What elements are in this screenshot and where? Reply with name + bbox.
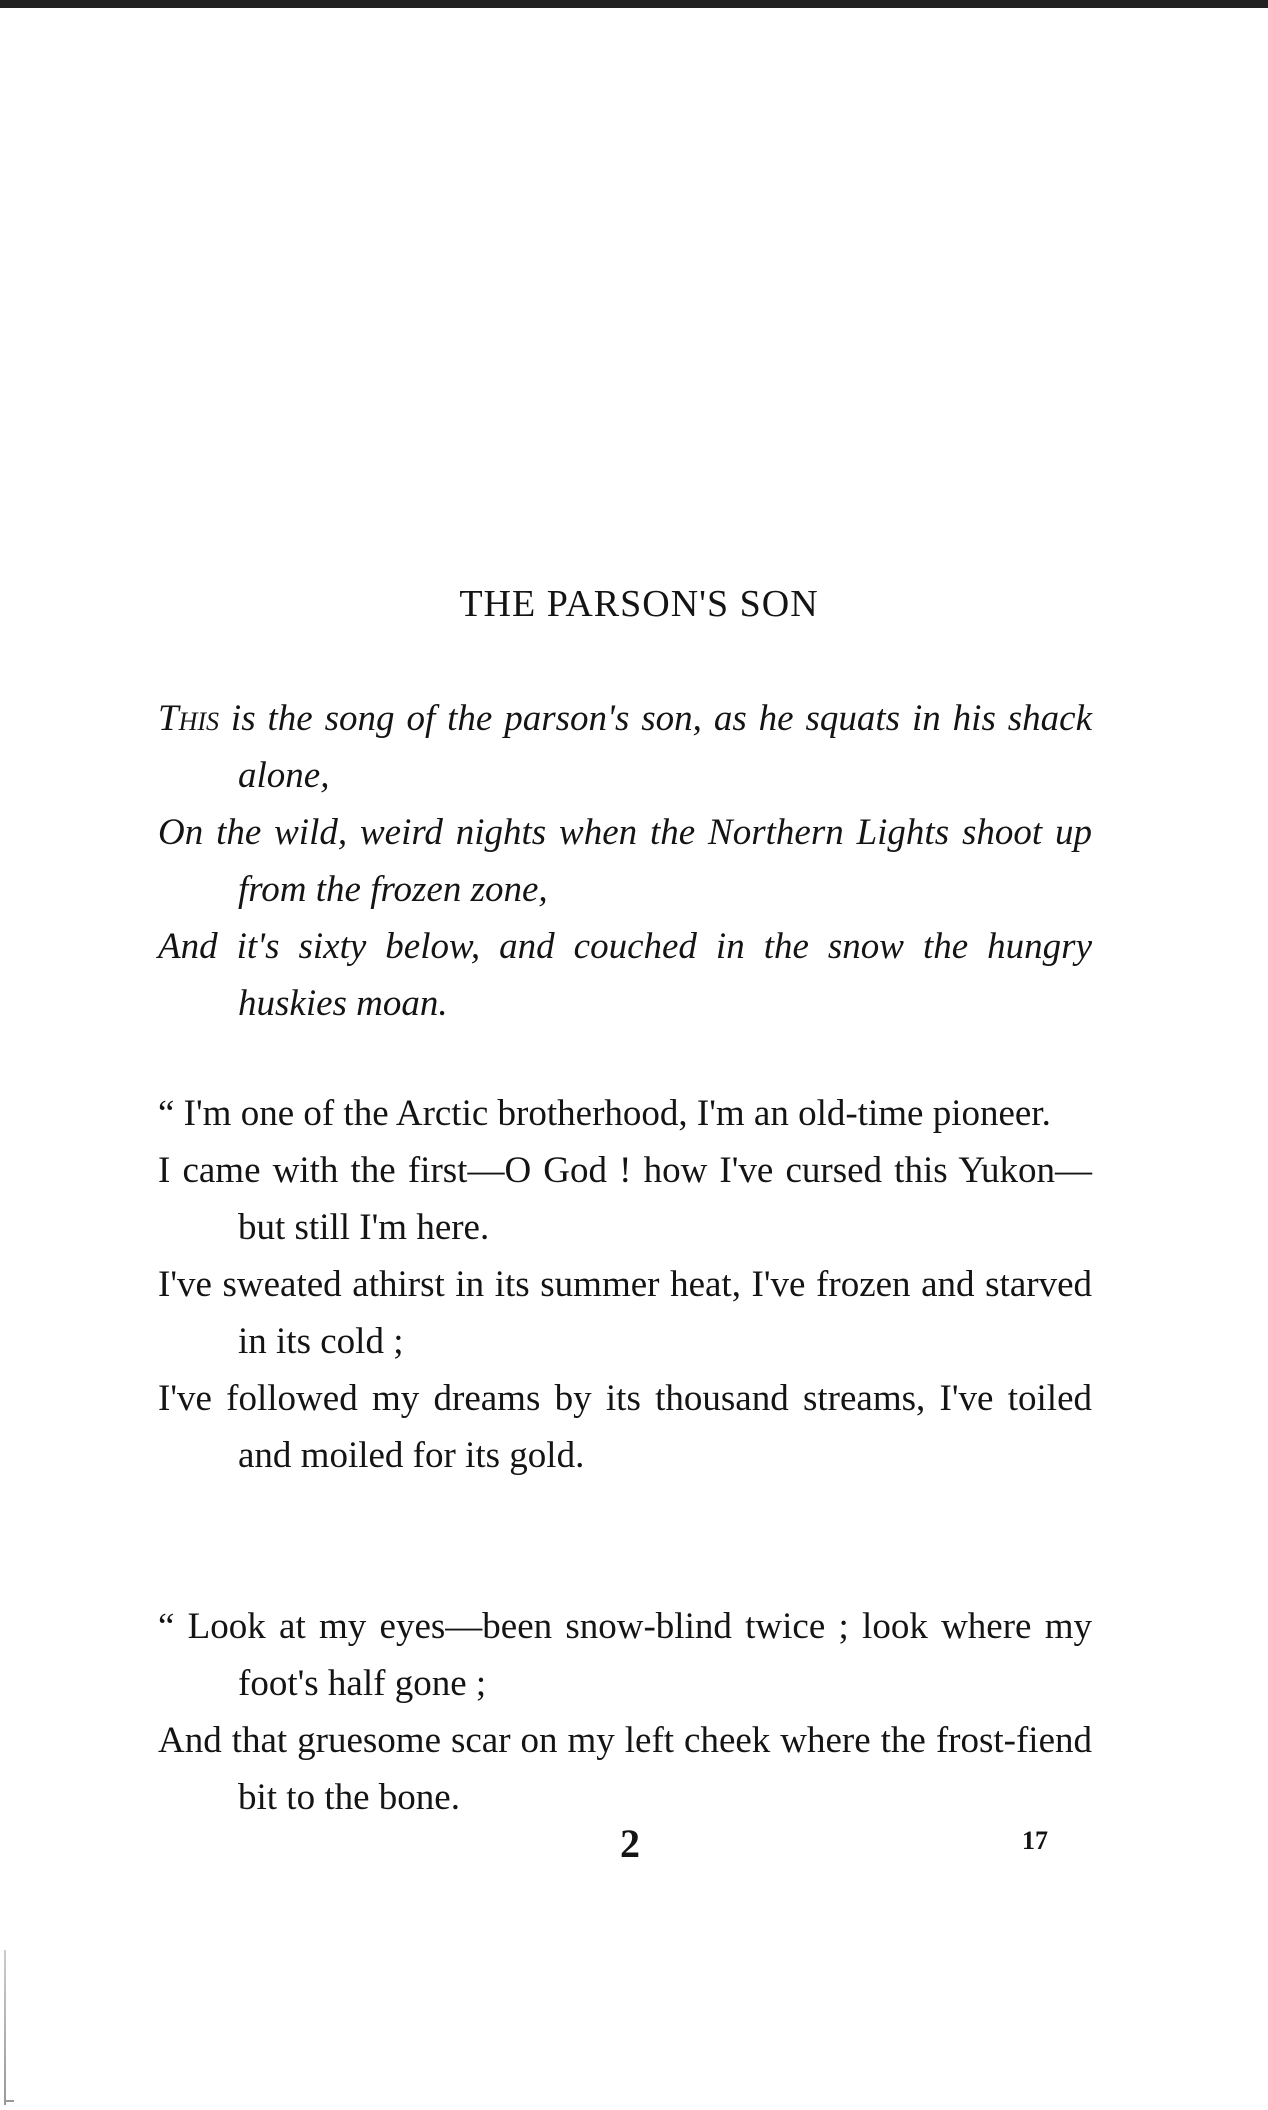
page-number: 17: [1022, 1826, 1048, 1855]
stanza-1-line-3: I've sweated athirst in its summer heat, I've frozen and starved in its cold ;: [158, 1264, 1092, 1362]
stanza-2: [158, 1598, 1092, 1826]
page-edge-mark: [4, 1950, 6, 2105]
stanza-1-line-2: I came with the first—O God ! how I've cursed this Yukon—but still I'm here.: [158, 1150, 1092, 1248]
poem-title: THE PARSON'S SON: [459, 583, 819, 625]
stanza-1: [158, 1085, 1092, 1484]
stanza-2-line-1: “ Look at my eyes—been snow-blind twice ; look where my foot's half gone ;: [158, 1606, 1092, 1704]
stanza-1-line-1: “ I'm one of the Arctic brotherhood, I'm an old-time pioneer.: [158, 1093, 1051, 1134]
intro-lead-word: This: [158, 698, 220, 739]
intro-line-3-text: And it's sixty below, and couched in the snow the hungry huskies moan.: [158, 926, 1092, 1024]
top-rule: [0, 0, 1268, 8]
intro-line-3: [158, 918, 1092, 1032]
signature-mark: 2: [620, 1821, 640, 1866]
intro-line-1-text: is the song of the parson's son, as he squats in his shack alone,: [219, 698, 1092, 796]
intro-line-2-text: On the wild, weird nights when the Northern Lights shoot up from the frozen zone,: [158, 812, 1092, 910]
page-edge-foot: [4, 2100, 14, 2102]
stanza-2-line-2: And that gruesome scar on my left cheek where the frost-fiend bit to the bone.: [158, 1720, 1092, 1818]
intro-stanza: [158, 690, 1092, 1032]
intro-line-2: [158, 804, 1092, 918]
stanza-1-line-4: I've followed my dreams by its thousand streams, I've toiled and moiled for its gold.: [158, 1378, 1092, 1476]
intro-line-1: [158, 690, 1092, 804]
